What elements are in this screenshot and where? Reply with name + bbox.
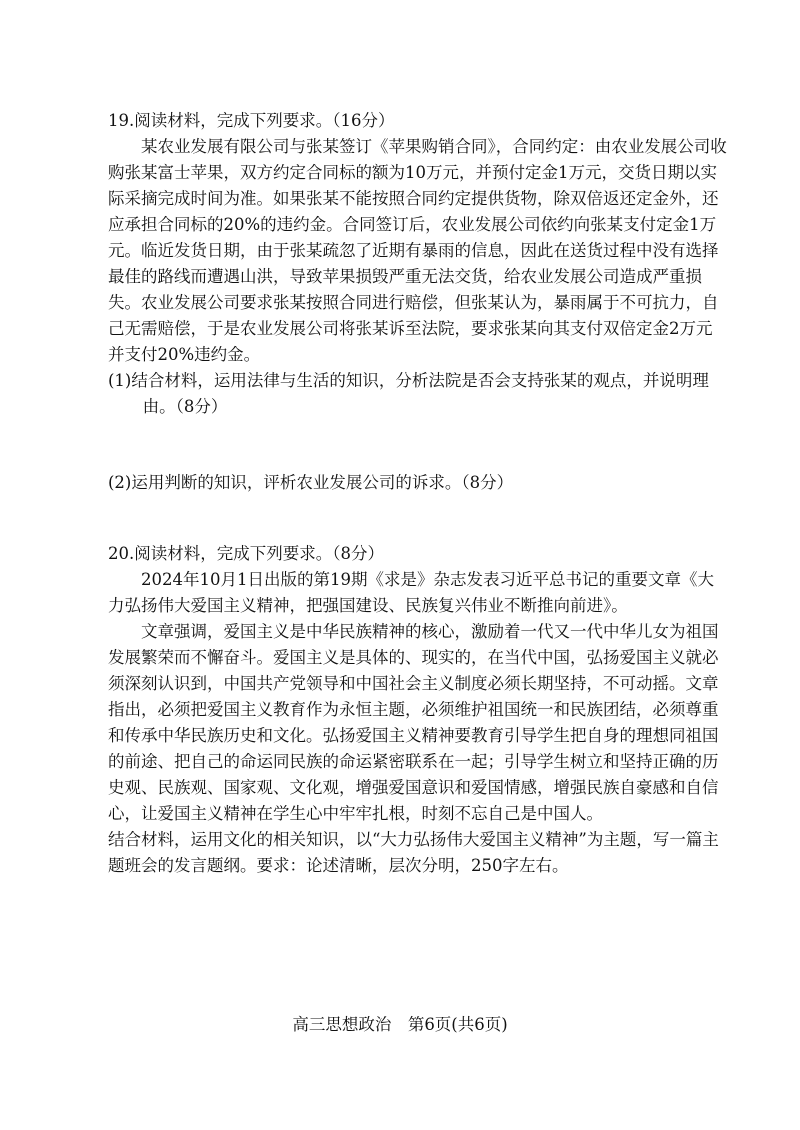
material-paragraph: 某农业发展有限公司与张某签订《苹果购销合同》，合同约定：由农业发展公司收购张某富士苹果，双方约定合同标的额为10万元，并预付定金1万元，交货日期以实际采摘完成时间为准。如果张某不能按照合同约定提供货物，除双倍返还定金外，还应承担合同标的20%的违约金。合同签订后，农业发展公司依约向张某支付定金1万元。临近发货日期，由于张某疏忽了近期有暴雨的信息，因此在送货过程中没有选择最佳的路线而遭遇山洪，导致苹果损毁严重无法交货，给农业发展公司造成严重损失。农业发展公司要求张某按照合同进行赔偿，但张某认为，暴雨属于不可抗力，自己无需赔偿，于是农业发展公司将张某诉至法院，要求张某向其支付双倍定金2万元 并支付20%违约金。 xyxy=(108,137,727,364)
question-20-header: 20.阅读材料，完成下列要求。（8分） xyxy=(108,544,384,563)
question-19-header: 19.阅读材料，完成下列要求。（16分） xyxy=(108,111,395,130)
subquestion-2: (2)运用判断的知识，评析农业发展公司的诉求。（8分） xyxy=(108,473,514,492)
material-paragraph: 2024年10月1日出版的第19期《求是》杂志发表习近平总书记的重要文章《大力弘扬伟大爱国主义精神，把强国建设、民族复兴伟业不断推向前进》。 xyxy=(108,570,714,615)
question-20-material xyxy=(108,567,728,827)
question-19-material xyxy=(108,134,728,368)
question-19 xyxy=(108,108,728,496)
page-footer: 高三思想政治 第6页(共6页) xyxy=(292,1015,508,1034)
material-paragraph: 文章强调，爱国主义是中华民族精神的核心，激励着一代又一代中华儿女为祖国发展繁荣而不懈奋斗。爱国主义是具体的、现实的，在当代中国，弘扬爱国主义就必须深刻认识到，中国共产党领导和中国社会主义制度必须长期坚持，不可动摇。文章指出，必须把爱国主义教育作为永恒主题，必须维护祖国统一和民族团结，必须尊重和传承中华民族历史和文化。弘扬爱国主义精神要教育引导学生把自身的理想同祖国的前途、把自己的命运同民族的命运紧密联系在一起；引导学生树立和坚持正确的历史观、民族观、国家观、文化观，增强爱国意识和爱国情感，增强民族自豪感和自信心，让爱国主义精神在学生心中牢牢扎根，时刻不忘自己是中国人。 xyxy=(108,622,719,823)
subquestion-1: (1)结合材料，运用法律与生活的知识，分析法院是否会支持张某的观点，并说明理由。（8分） xyxy=(108,371,709,416)
question-20-task: 结合材料，运用文化的相关知识，以“大力弘扬伟大爱国主义精神”为主题，写一篇主题班会的发言题纲。要求：论述清晰，层次分明，250字左右。 xyxy=(108,830,719,875)
question-20 xyxy=(108,541,728,879)
